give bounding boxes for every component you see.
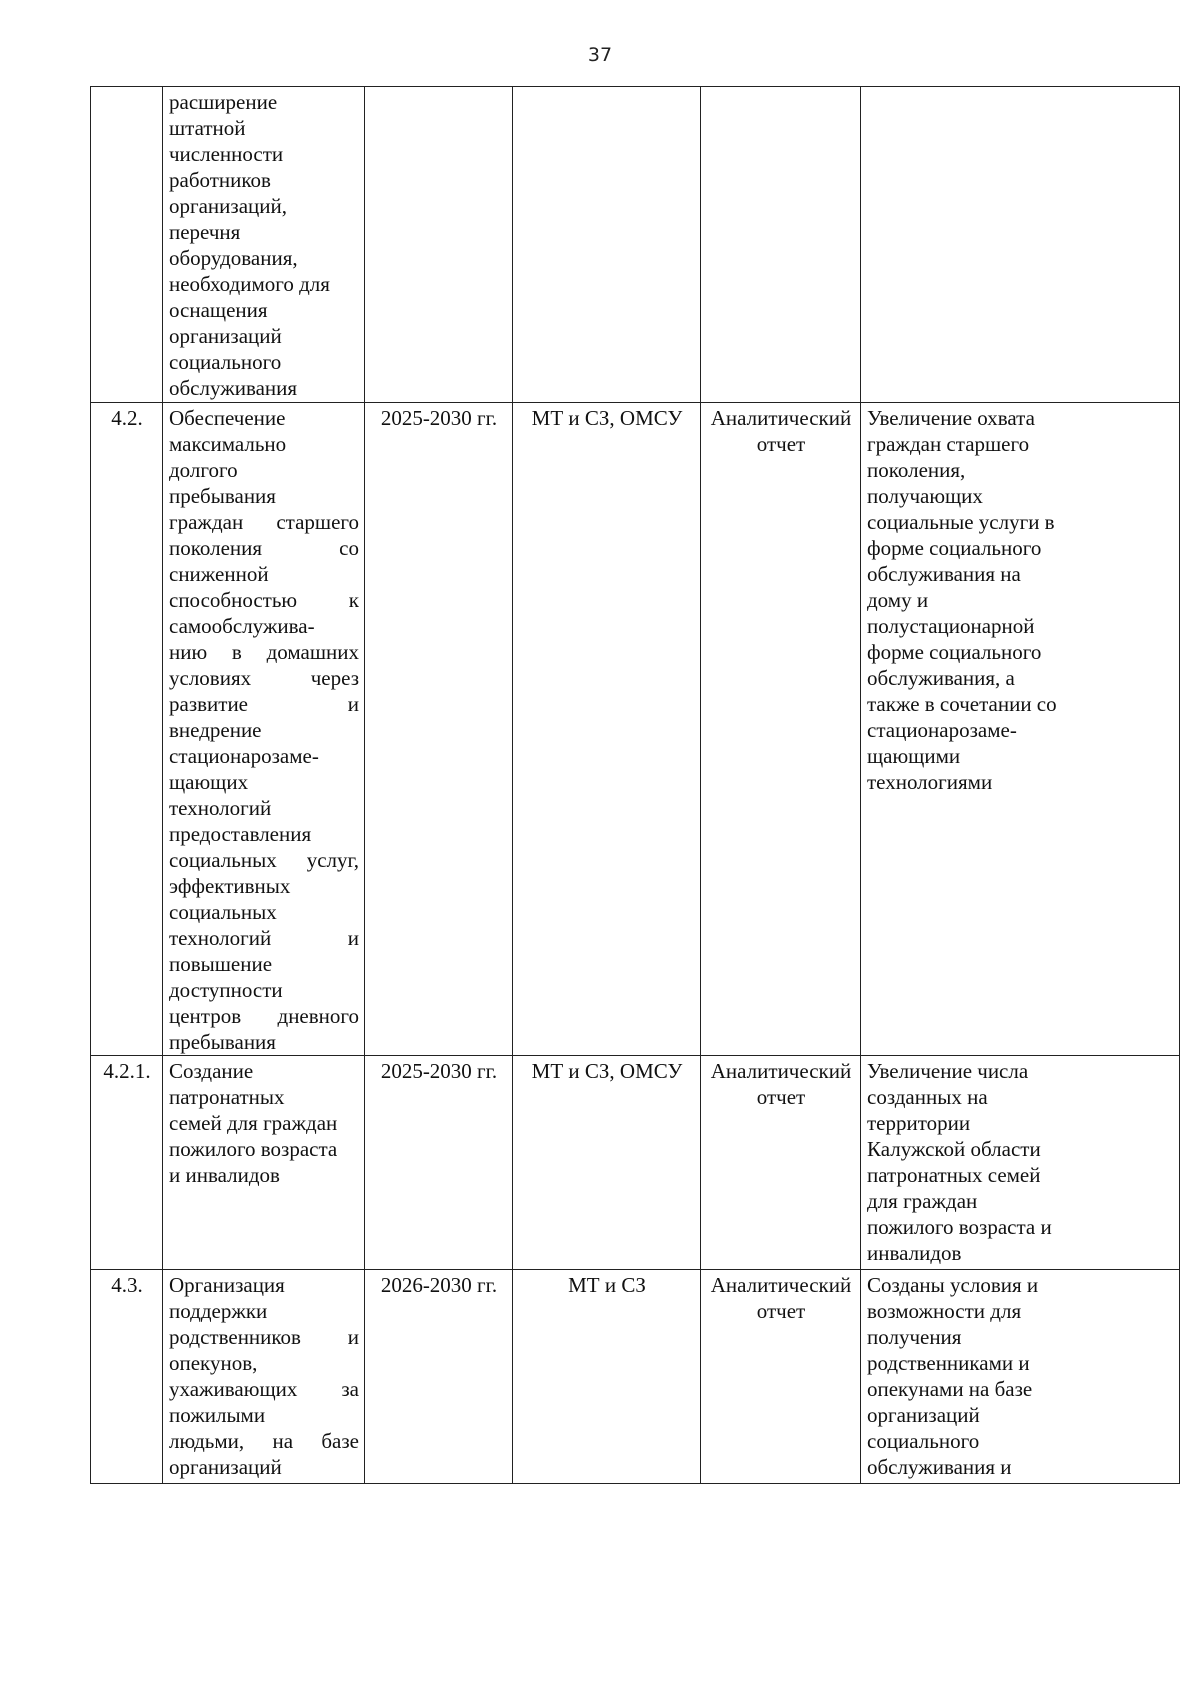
cell-text-line: стационарозаме- [169, 744, 319, 768]
cell-text-line: получения [867, 1325, 962, 1349]
cell-text-line: организаций [169, 1455, 282, 1479]
executor-cell [513, 403, 701, 1056]
cell-text-line: обслуживания на [867, 562, 1021, 586]
result-cell [861, 403, 1180, 1056]
cell-text-line: полустационарной [867, 614, 1035, 638]
term-text: 2025-2030 гг. [380, 1059, 498, 1083]
cell-text-line: патронатных семей [867, 1163, 1041, 1187]
row-number-cell [91, 1056, 163, 1270]
report-form-text: Аналитический отчет [710, 1059, 852, 1109]
measure-cell [163, 1056, 365, 1270]
cell-text-line: возможности для [867, 1299, 1022, 1323]
measure-cell [163, 87, 365, 403]
cell-text-line: пребывания [169, 484, 276, 508]
cell-text-line: долгого [169, 458, 238, 482]
cell-text-line: людьми, на базе [169, 1429, 359, 1453]
cell-text-line: численности [169, 142, 284, 166]
cell-text-line: Увеличение числа [867, 1059, 1029, 1083]
cell-text-line: Организация [169, 1273, 285, 1297]
report-form-text: Аналитический отчет [710, 1273, 852, 1323]
measure-cell [163, 403, 365, 1056]
term-text: 2025-2030 гг. [380, 406, 498, 430]
cell-text-line: условиях через [169, 666, 359, 690]
cell-text-line: способностью к [169, 588, 359, 612]
cell-text-line: опекунов, [169, 1351, 258, 1375]
cell-text-line: организаций [169, 324, 282, 348]
cell-text-line: получающих [867, 484, 983, 508]
cell-text-line: необходимого для [169, 272, 330, 296]
cell-text-line: технологий [169, 796, 272, 820]
cell-text-line: обслуживания, а [867, 666, 1015, 690]
report-form-text: Аналитический отчет [710, 406, 852, 456]
term-cell [365, 1056, 513, 1270]
cell-text-line: пожилыми [169, 1403, 266, 1427]
cell-text-line: пожилого возраста и [867, 1215, 1052, 1239]
cell-text-line: ухаживающих за [169, 1377, 359, 1401]
cell-text-line: технологий и [169, 926, 359, 950]
cell-text-line: организаций, [169, 194, 287, 218]
page-number: 37 [587, 44, 613, 66]
cell-text-line: Создание [169, 1059, 254, 1083]
report-form-cell [701, 1056, 861, 1270]
cell-text-line: родственников и [169, 1325, 359, 1349]
cell-text-line: внедрение [169, 718, 262, 742]
cell-text-line: и инвалидов [169, 1163, 280, 1187]
cell-text-line: технологиями [867, 770, 993, 794]
cell-text-line: оснащения [169, 298, 268, 322]
cell-text-line: граждан старшего [169, 510, 359, 534]
cell-text-line: нию в домашних [169, 640, 359, 664]
cell-text-line: Увеличение охвата [867, 406, 1035, 430]
cell-text-line: пожилого возраста [169, 1137, 338, 1161]
cell-text-line: организаций [867, 1403, 980, 1427]
term-cell [365, 87, 513, 403]
cell-text-line: Созданы условия и [867, 1273, 1039, 1297]
cell-text-line: поколения со [169, 536, 359, 560]
result-cell [861, 87, 1180, 403]
cell-text-line: щающих [169, 770, 249, 794]
table-row [91, 403, 1180, 1056]
cell-text-line: инвалидов [867, 1241, 962, 1265]
cell-text-line: повышение [169, 952, 273, 976]
cell-text-line: перечня [169, 220, 241, 244]
cell-text-line: предоставления [169, 822, 312, 846]
term-cell [365, 1270, 513, 1484]
table-row [91, 1270, 1180, 1484]
cell-text-line: социального [867, 1429, 980, 1453]
cell-text-line: штатной [169, 116, 246, 140]
row-number: 4.2.1. [103, 1059, 151, 1083]
cell-text-line: самообслужива- [169, 614, 315, 638]
executor-text: МТ и СЗ [568, 1273, 646, 1297]
cell-text-line: расширение [169, 90, 278, 114]
cell-text-line: щающими [867, 744, 961, 768]
cell-text-line: опекунами на базе [867, 1377, 1033, 1401]
cell-text-line: стационарозаме- [867, 718, 1017, 742]
row-number-cell [91, 1270, 163, 1484]
cell-text-line: форме социального [867, 536, 1042, 560]
cell-text-line: родственниками и [867, 1351, 1030, 1375]
result-cell [861, 1270, 1180, 1484]
report-form-cell [701, 87, 861, 403]
row-number-cell [91, 403, 163, 1056]
cell-text-line: дому и [867, 588, 929, 612]
row-number: 4.3. [111, 1273, 143, 1297]
executor-text: МТ и СЗ, ОМСУ [531, 1059, 683, 1083]
cell-text-line: обслуживания и [867, 1455, 1012, 1479]
cell-text-line: созданных на [867, 1085, 988, 1109]
cell-text-line: работников [169, 168, 271, 192]
term-cell [365, 403, 513, 1056]
cell-text-line: максимально [169, 432, 287, 456]
cell-text-line: пребывания [169, 1030, 276, 1054]
measures-table [90, 86, 1180, 1484]
cell-text-line: доступности [169, 978, 283, 1002]
result-cell [861, 1056, 1180, 1270]
cell-text-line: социальных [169, 900, 277, 924]
cell-text-line: Обеспечение [169, 406, 286, 430]
cell-text-line: эффективных [169, 874, 291, 898]
term-text: 2026-2030 гг. [380, 1273, 498, 1297]
cell-text-line: поддержки [169, 1299, 268, 1323]
cell-text-line: территории [867, 1111, 971, 1135]
measures-table-body [91, 87, 1180, 1484]
cell-text-line: сниженной [169, 562, 269, 586]
cell-text-line: центров дневного [169, 1004, 359, 1028]
cell-text-line: социального [169, 350, 282, 374]
report-form-cell [701, 403, 861, 1056]
cell-text-line: социальных услуг, [169, 848, 359, 872]
cell-text-line: Калужской области [867, 1137, 1041, 1161]
executor-cell [513, 87, 701, 403]
executor-text: МТ и СЗ, ОМСУ [531, 406, 683, 430]
row-number-cell [91, 87, 163, 403]
cell-text-line: обслуживания [169, 376, 298, 400]
cell-text-line: для граждан [867, 1189, 978, 1213]
executor-cell [513, 1270, 701, 1484]
cell-text-line: форме социального [867, 640, 1042, 664]
cell-text-line: также в сочетании со [867, 692, 1057, 716]
measure-cell [163, 1270, 365, 1484]
cell-text-line: граждан старшего [867, 432, 1030, 456]
table-row [91, 1056, 1180, 1270]
cell-text-line: развитие и [169, 692, 359, 716]
cell-text-line: оборудования, [169, 246, 298, 270]
table-row [91, 87, 1180, 403]
cell-text-line: семей для граждан [169, 1111, 338, 1135]
executor-cell [513, 1056, 701, 1270]
report-form-cell [701, 1270, 861, 1484]
row-number: 4.2. [111, 406, 143, 430]
cell-text-line: патронатных [169, 1085, 285, 1109]
cell-text-line: поколения, [867, 458, 966, 482]
cell-text-line: социальные услуги в [867, 510, 1055, 534]
